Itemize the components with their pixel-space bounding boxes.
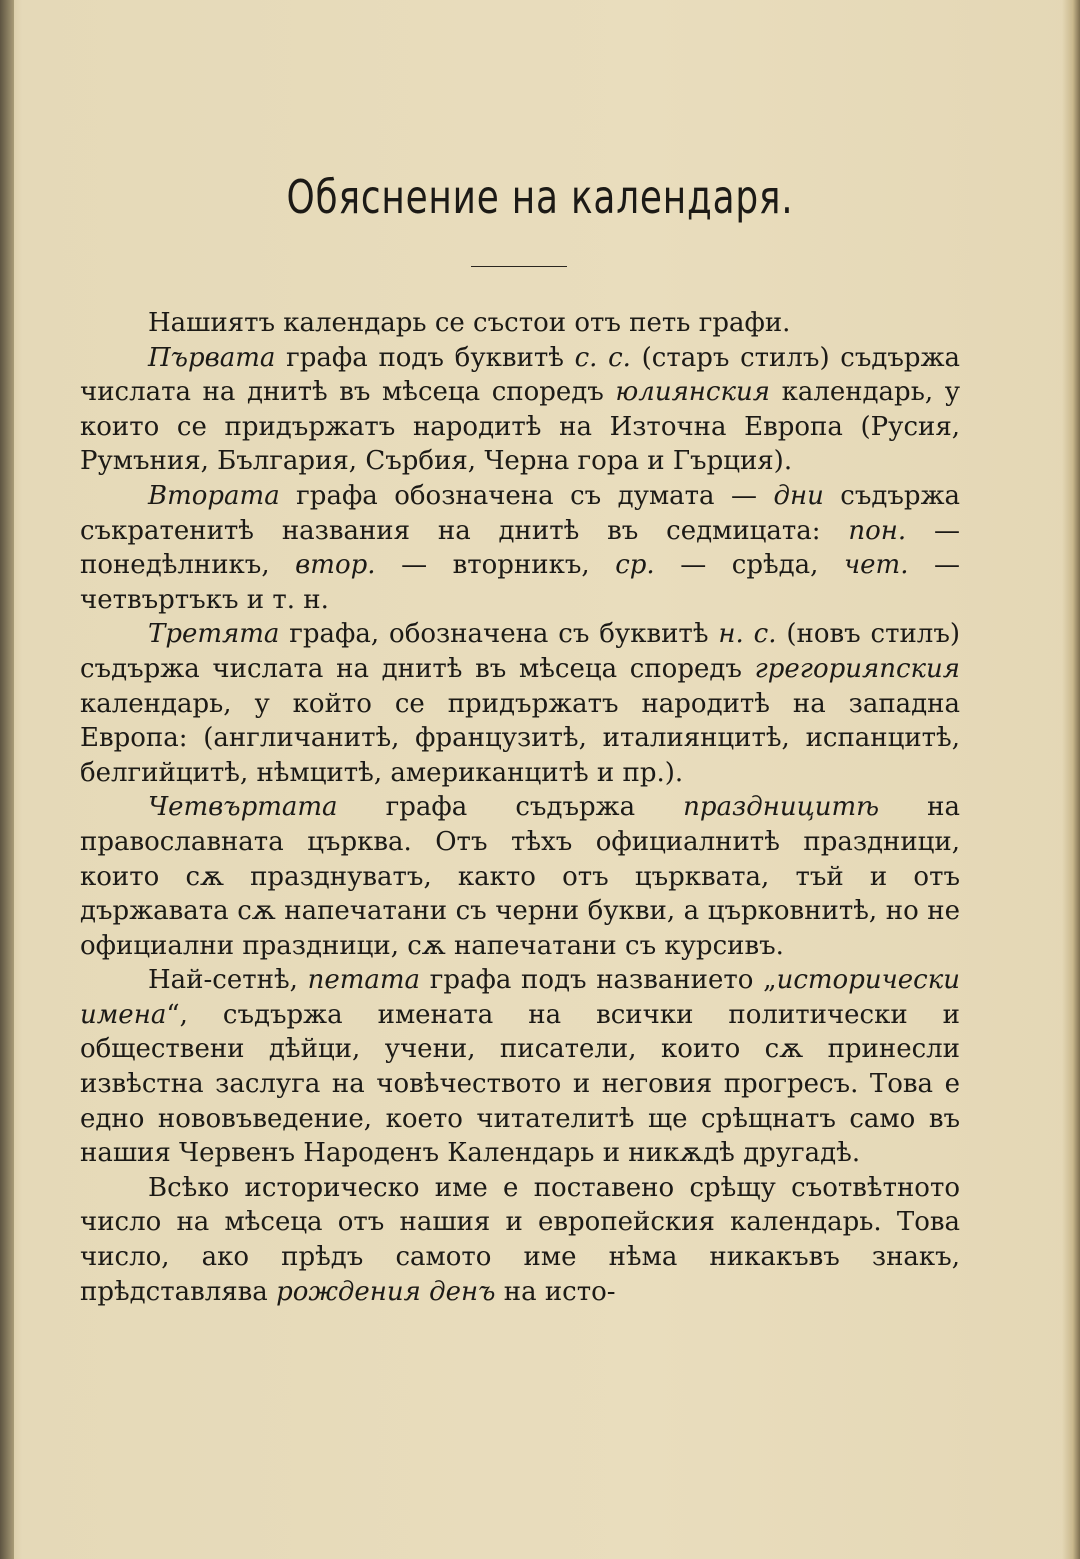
italic-term: дни <box>773 480 824 511</box>
italic-term: петата <box>307 965 421 996</box>
paragraph <box>80 341 960 479</box>
italic-term: ср. <box>615 550 655 581</box>
text-run: — вторникъ, <box>375 550 616 581</box>
page-edge <box>1062 0 1080 1559</box>
italic-term: н. с. <box>718 619 777 650</box>
text-run: “, съдържа имената на всички политически и обществени дѣйци, учени, писатели, които сѫ принесли извѣстна заслуга на човѣчеството и неговия прогресъ. Това е едно нововъведение, което читателитѣ ще срѣщнатъ само въ нашия Червенъ Народенъ Календарь и никѫдѣ другадѣ. <box>80 999 960 1169</box>
text-run: на православната църква. Отъ тѣхъ официалнитѣ праздници, които сѫ празднуватъ, както отъ църквата, тъй и отъ държавата сѫ напечатани съ черни букви, а църковнитѣ, но не официални праздници, сѫ напечатани съ курсивъ. <box>80 792 960 961</box>
text-run: на исто- <box>495 1276 616 1307</box>
text-run: Нашиятъ календарь се състои отъ петь графи. <box>148 308 791 338</box>
text-run: (новъ стилъ) съдържа числата на днитѣ въ мѣсеца споредъ <box>80 619 960 684</box>
text-run: Най-сетнѣ, <box>148 965 308 996</box>
paragraph <box>80 479 960 617</box>
italic-term: Първата <box>148 342 276 373</box>
text-run: графа обозначена съ думата — <box>279 480 774 511</box>
text-run: графа, обозначена съ буквитѣ <box>279 619 719 650</box>
paragraph <box>80 963 960 1171</box>
text-run: календарь, у които се придържатъ народитѣ на Източна Европа (Русия, Румъния, България, Сърбия, Черна гора и Гърция). <box>80 377 960 477</box>
paragraph <box>80 306 960 341</box>
italic-term: грегорияпския <box>754 653 960 684</box>
italic-term: исторически имена <box>80 965 960 1030</box>
text-run: — четвъртъкъ и т. н. <box>80 550 961 615</box>
italic-term: пон. <box>848 515 907 546</box>
text-run: (старъ стилъ) съдържа числата на днитѣ въ мѣсеца споредъ <box>80 342 960 408</box>
italic-term: праздницитѣ <box>683 792 880 823</box>
text-run: календарь, у който се придържатъ народитѣ на западна Европа: (англичанитѣ, французитѣ, италиянцитѣ, испанцитѣ, белгийцитѣ, нѣмцитѣ, американцитѣ и пр.). <box>80 688 960 788</box>
paragraph <box>80 617 960 790</box>
italic-term: втор. <box>295 550 376 581</box>
italic-term: юлиянския <box>615 377 770 408</box>
italic-term: с. с. <box>574 342 631 373</box>
title-divider <box>471 266 567 267</box>
text-run: графа подъ названието „ <box>420 965 777 996</box>
text-run: съдържа съкратенитѣ названия на днитѣ въ седмицата: <box>80 480 960 546</box>
paragraph <box>80 790 960 963</box>
paragraph <box>80 1171 960 1309</box>
text-run: Всѣко историческо име е поставено срѣщу съотвѣтното число на мѣсеца отъ нашия и европейския календарь. Това число, ако прѣдъ самото име нѣма никакъвъ знакъ, прѣдставлява <box>80 1172 960 1307</box>
text-run: — понедѣлникъ, <box>80 515 960 581</box>
italic-term: рождения денъ <box>276 1276 496 1307</box>
page-spine <box>0 0 14 1559</box>
body-text <box>80 306 960 1309</box>
text-run: графа подъ буквитѣ <box>275 342 575 373</box>
italic-term: Третята <box>148 619 280 650</box>
italic-term: чет. <box>843 550 909 581</box>
text-run: графа съдържа <box>337 792 684 823</box>
text-run: — срѣда, <box>654 550 844 581</box>
page-title: Обяснение на календаря. <box>286 170 794 224</box>
italic-term: Четвъртата <box>148 792 338 823</box>
italic-term: Втората <box>148 480 280 511</box>
